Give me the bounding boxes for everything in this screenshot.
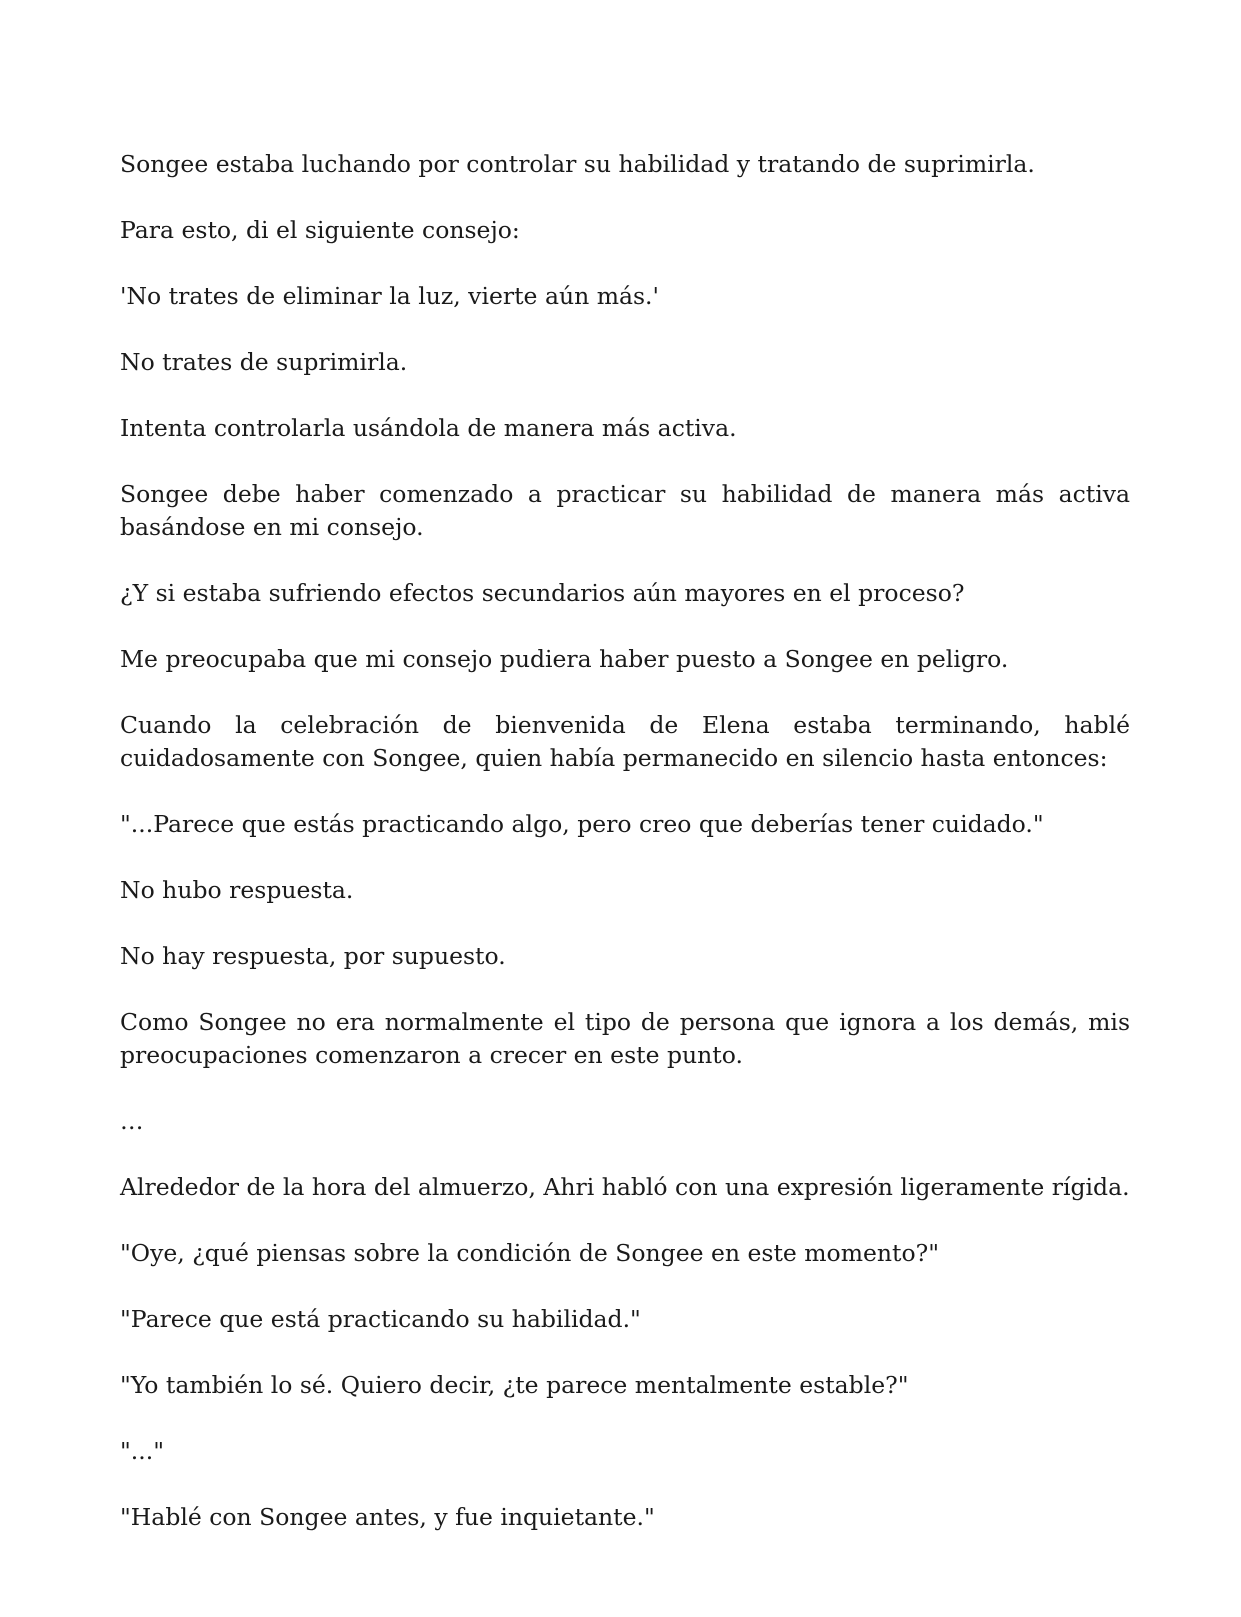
paragraph-19: "Hablé con Songee antes, y fue inquietante." xyxy=(120,1503,655,1531)
paragraph-16: "Parece que está practicando su habilidad." xyxy=(120,1305,641,1333)
paragraph-3: 'No trates de eliminar la luz, vierte aún más.' xyxy=(120,282,659,310)
paragraph-13: Como Songee no era normalmente el tipo de persona que ignora a los demás, mis preocupaciones comenzaron a crecer en este punto. xyxy=(120,1008,1130,1069)
paragraph-11: No hubo respuesta. xyxy=(120,876,354,904)
paragraph-4: No trates de suprimirla. xyxy=(120,348,408,376)
paragraph-17: "Yo también lo sé. Quiero decir, ¿te parece mentalmente estable?" xyxy=(120,1371,909,1399)
paragraph-5: Intenta controlarla usándola de manera más activa. xyxy=(120,414,737,442)
paragraph-2: Para esto, di el siguiente consejo: xyxy=(120,216,520,244)
paragraph-12: No hay respuesta, por supuesto. xyxy=(120,942,506,970)
paragraph-14: Alrededor de la hora del almuerzo, Ahri habló con una expresión ligeramente rígida. xyxy=(120,1173,1130,1201)
paragraph-9: Cuando la celebración de bienvenida de Elena estaba terminando, hablé cuidadosamente con Songee, quien había permanecido en silencio hasta entonces: xyxy=(120,711,1130,772)
paragraph-1: Songee estaba luchando por controlar su habilidad y tratando de suprimirla. xyxy=(120,150,1035,178)
paragraph-10: "...Parece que estás practicando algo, pero creo que deberías tener cuidado." xyxy=(120,810,1044,838)
paragraph-6: Songee debe haber comenzado a practicar su habilidad de manera más activa basándose en mi consejo. xyxy=(120,480,1130,541)
paragraph-18: "..." xyxy=(120,1437,165,1465)
paragraph-15: "Oye, ¿qué piensas sobre la condición de Songee en este momento?" xyxy=(120,1239,940,1267)
scene-break: … xyxy=(120,1107,144,1135)
paragraph-8: Me preocupaba que mi consejo pudiera haber puesto a Songee en peligro. xyxy=(120,645,1009,673)
paragraph-7: ¿Y si estaba sufriendo efectos secundarios aún mayores en el proceso? xyxy=(120,579,965,607)
document-body xyxy=(120,148,1130,1567)
